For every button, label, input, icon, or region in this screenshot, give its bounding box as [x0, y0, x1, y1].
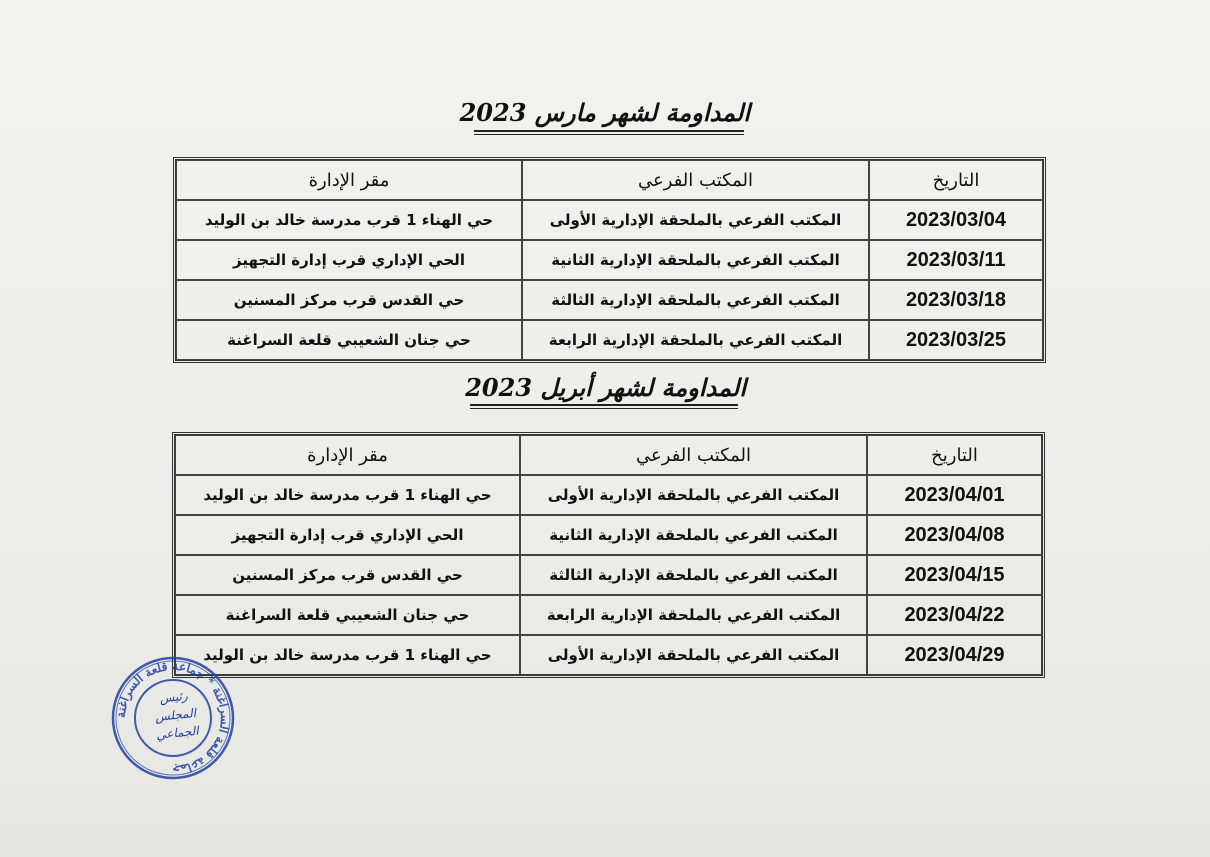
table-row	[175, 475, 1042, 515]
table-header-row	[176, 160, 1043, 200]
cell-office: المكتب الفرعي بالملحقة الإدارية الثانية	[522, 240, 869, 280]
cell-office: المكتب الفرعي بالملحقة الإدارية الثالثة	[520, 555, 867, 595]
march-schedule-table	[173, 157, 1046, 363]
april-schedule-table	[172, 432, 1045, 678]
table-row	[176, 240, 1043, 280]
header-date: التاريخ	[867, 435, 1042, 475]
header-branch-office: المكتب الفرعي	[522, 160, 869, 200]
table-row	[176, 200, 1043, 240]
table-row	[176, 280, 1043, 320]
cell-office: المكتب الفرعي بالملحقة الإدارية الثانية	[520, 515, 867, 555]
cell-hq: حي جنان الشعيبي قلعة السراغنة	[175, 595, 520, 635]
cell-date: 2023/03/04	[869, 200, 1043, 240]
cell-date: 2023/04/08	[867, 515, 1042, 555]
cell-date: 2023/04/01	[867, 475, 1042, 515]
header-branch-office: المكتب الفرعي	[520, 435, 867, 475]
stamp-line: المجلس	[154, 705, 197, 725]
april-title-underline	[470, 404, 738, 406]
cell-date: 2023/04/29	[867, 635, 1042, 675]
cell-office: المكتب الفرعي بالملحقة الإدارية الرابعة	[520, 595, 867, 635]
cell-date: 2023/04/15	[867, 555, 1042, 595]
stamp-ring-text: جماعة قلعة السراغنة * جماعة قلعة السراغنة	[113, 658, 233, 778]
cell-office: المكتب الفرعي بالملحقة الإدارية الأولى	[520, 475, 867, 515]
table-row	[175, 555, 1042, 595]
cell-office: المكتب الفرعي بالملحقة الإدارية الأولى	[520, 635, 867, 675]
cell-hq: حي الهناء 1 قرب مدرسة خالد بن الوليد	[175, 635, 520, 675]
cell-hq: الحي الإداري قرب إدارة التجهيز	[175, 515, 520, 555]
march-section-title: المداومة لشهر مارس 2023	[459, 98, 750, 127]
cell-office: المكتب الفرعي بالملحقة الإدارية الثالثة	[522, 280, 869, 320]
cell-hq: حي جنان الشعيبي قلعة السراغنة	[176, 320, 522, 360]
cell-hq: حي الهناء 1 قرب مدرسة خالد بن الوليد	[176, 200, 522, 240]
cell-date: 2023/04/22	[867, 595, 1042, 635]
table-row	[175, 595, 1042, 635]
table-row	[175, 515, 1042, 555]
table-row	[175, 635, 1042, 675]
cell-date: 2023/03/25	[869, 320, 1043, 360]
stamp-center-text	[145, 685, 205, 744]
stamp-line: رئيس	[158, 688, 189, 706]
stamp-line: الجماعي	[155, 723, 200, 743]
header-date: التاريخ	[869, 160, 1043, 200]
april-section-title: المداومة لشهر أبريل 2023	[465, 373, 746, 402]
header-admin-hq: مقر الإدارة	[176, 160, 522, 200]
cell-office: المكتب الفرعي بالملحقة الإدارية الأولى	[522, 200, 869, 240]
cell-date: 2023/03/18	[869, 280, 1043, 320]
march-title-underline	[474, 130, 744, 132]
cell-hq: حي القدس قرب مركز المسنين	[175, 555, 520, 595]
cell-hq: حي الهناء 1 قرب مدرسة خالد بن الوليد	[175, 475, 520, 515]
cell-hq: حي القدس قرب مركز المسنين	[176, 280, 522, 320]
cell-date: 2023/03/11	[869, 240, 1043, 280]
table-header-row	[175, 435, 1042, 475]
cell-office: المكتب الفرعي بالملحقة الإدارية الرابعة	[522, 320, 869, 360]
cell-hq: الحي الإداري قرب إدارة التجهيز	[176, 240, 522, 280]
march-title-underline-2	[474, 134, 744, 135]
april-title-underline-2	[470, 408, 738, 409]
header-admin-hq: مقر الإدارة	[175, 435, 520, 475]
table-row	[176, 320, 1043, 360]
